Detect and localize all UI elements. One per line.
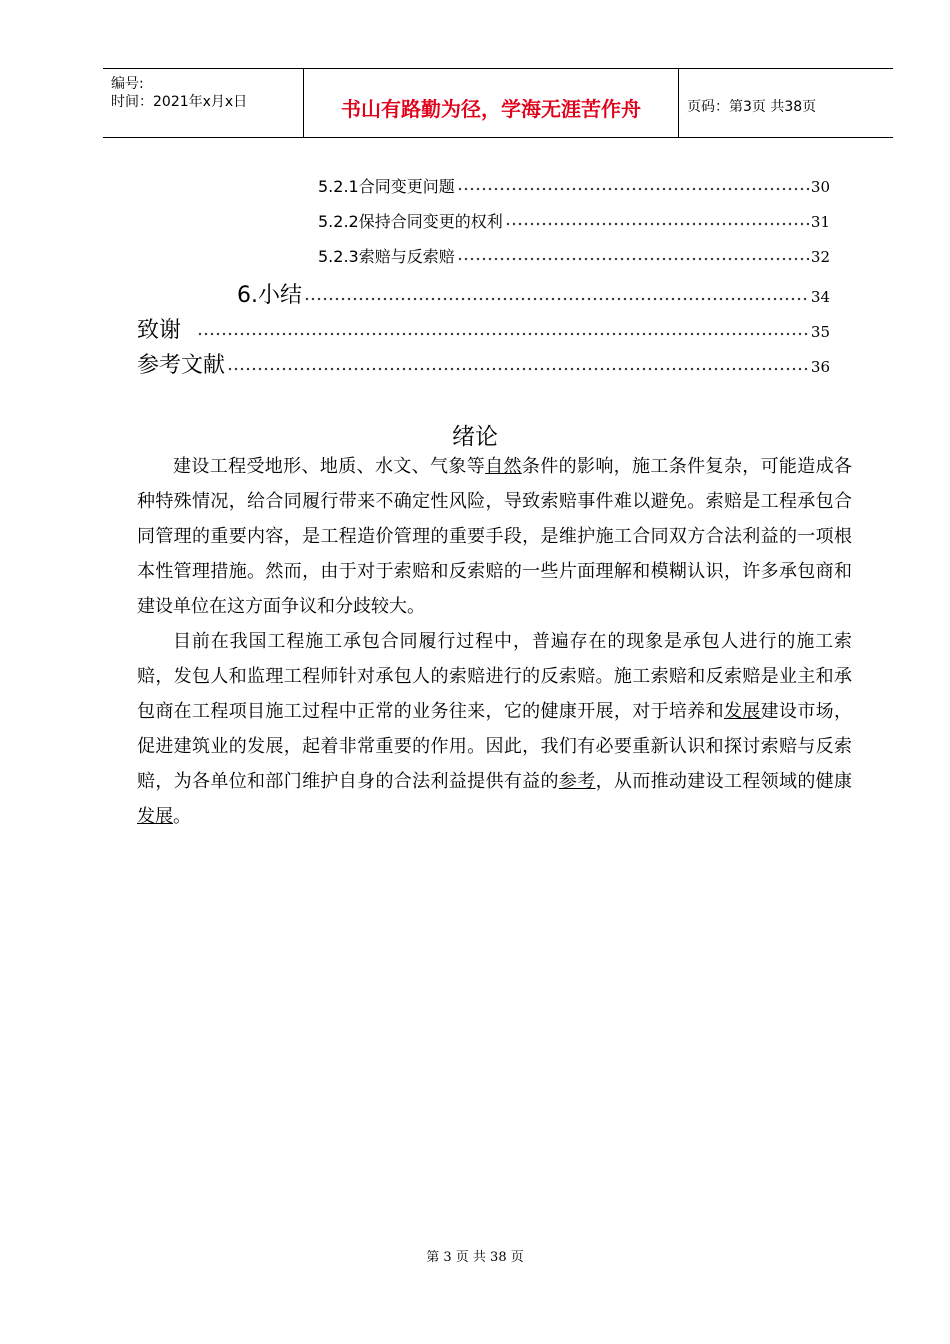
- page-info: 页码：第3页 共38页: [687, 99, 817, 115]
- toc-entry[interactable]: [137, 313, 830, 343]
- motto: 书山有路勤为径，学海无涯苦作舟: [341, 97, 641, 121]
- toc-label: 5.2.1合同变更问题: [318, 177, 455, 196]
- toc-label: 5.2.3索赔与反索赔: [318, 247, 455, 266]
- page-header: [103, 68, 893, 138]
- paragraph-text: 建设工程受地形、地质、水文、气象等: [173, 456, 486, 477]
- toc-entry[interactable]: [137, 348, 830, 378]
- toc-leader: [457, 250, 809, 262]
- header-motto-cell: [303, 69, 679, 137]
- toc-page-number: 31: [810, 213, 830, 231]
- link-cankao[interactable]: 参考: [558, 771, 596, 792]
- header-page-cell: [678, 69, 893, 137]
- toc-label: 致谢: [137, 318, 182, 343]
- link-fazhan[interactable]: 发展: [723, 701, 761, 722]
- paragraph-text: ，从而推动建设工程领域的健康: [595, 771, 853, 792]
- toc-leader: [457, 180, 809, 192]
- toc-entry[interactable]: [318, 174, 830, 196]
- time-label: 时间：2021年x月x日: [111, 94, 248, 110]
- toc-page-number: 36: [810, 358, 830, 376]
- header-meta: [103, 69, 303, 137]
- toc-label: 6.小结: [237, 283, 302, 308]
- toc-entry[interactable]: [237, 278, 830, 308]
- page-footer: 第 3 页 共 38 页: [426, 1250, 524, 1265]
- paragraph-text: 。: [173, 806, 191, 827]
- toc-label: 5.2.2保持合同变更的权利: [318, 212, 503, 231]
- body-paragraph: [137, 449, 852, 624]
- toc-entry[interactable]: [318, 209, 830, 231]
- toc-page-number: 32: [810, 248, 830, 266]
- code-label: 编号:: [111, 76, 144, 92]
- paragraph-text: 建设市场，促进建筑业的发展，起着非常重要的作用。因此，我们有必要重新认识和探讨索赔与反索赔，为各单位和部门维护自身的合法利益提供有益的: [137, 701, 853, 792]
- toc-leader: [505, 215, 809, 227]
- link-ziran[interactable]: 自然: [485, 456, 522, 477]
- paragraph-text: 目前在我国工程施工承包合同履行过程中，普遍存在的现象是承包人进行的施工索赔，发包人和监理工程师针对承包人的索赔进行的反索赔。施工索赔和反索赔是业主和承包商在工程项目施工过程中正常的业务往来，它的健康开展，对于培养和: [137, 631, 852, 722]
- toc-page-number: 30: [810, 178, 830, 196]
- toc-page-number: 35: [810, 323, 830, 341]
- toc-label: 参考文献: [137, 353, 226, 378]
- link-fazhan-2[interactable]: 发展: [137, 806, 173, 827]
- toc-leader: [197, 325, 809, 337]
- section-title: 绪论: [452, 424, 498, 450]
- body-paragraph: [137, 624, 852, 834]
- paragraph-text: 条件的影响，施工条件复杂，可能造成各种特殊情况，给合同履行带来不确定性风险，导致索赔事件难以避免。索赔是工程承包合同管理的重要内容，是工程造价管理的重要手段，是维护施工合同双方合法利益的一项根本性管理措施。然而，由于对于索赔和反索赔的一些片面理解和模糊认识，许多承包商和建设单位在这方面争议和分歧较大。: [137, 456, 853, 617]
- toc-page-number: 34: [810, 288, 830, 306]
- toc-leader: [227, 360, 809, 372]
- toc-entry[interactable]: [318, 244, 830, 266]
- toc-leader: [304, 290, 809, 302]
